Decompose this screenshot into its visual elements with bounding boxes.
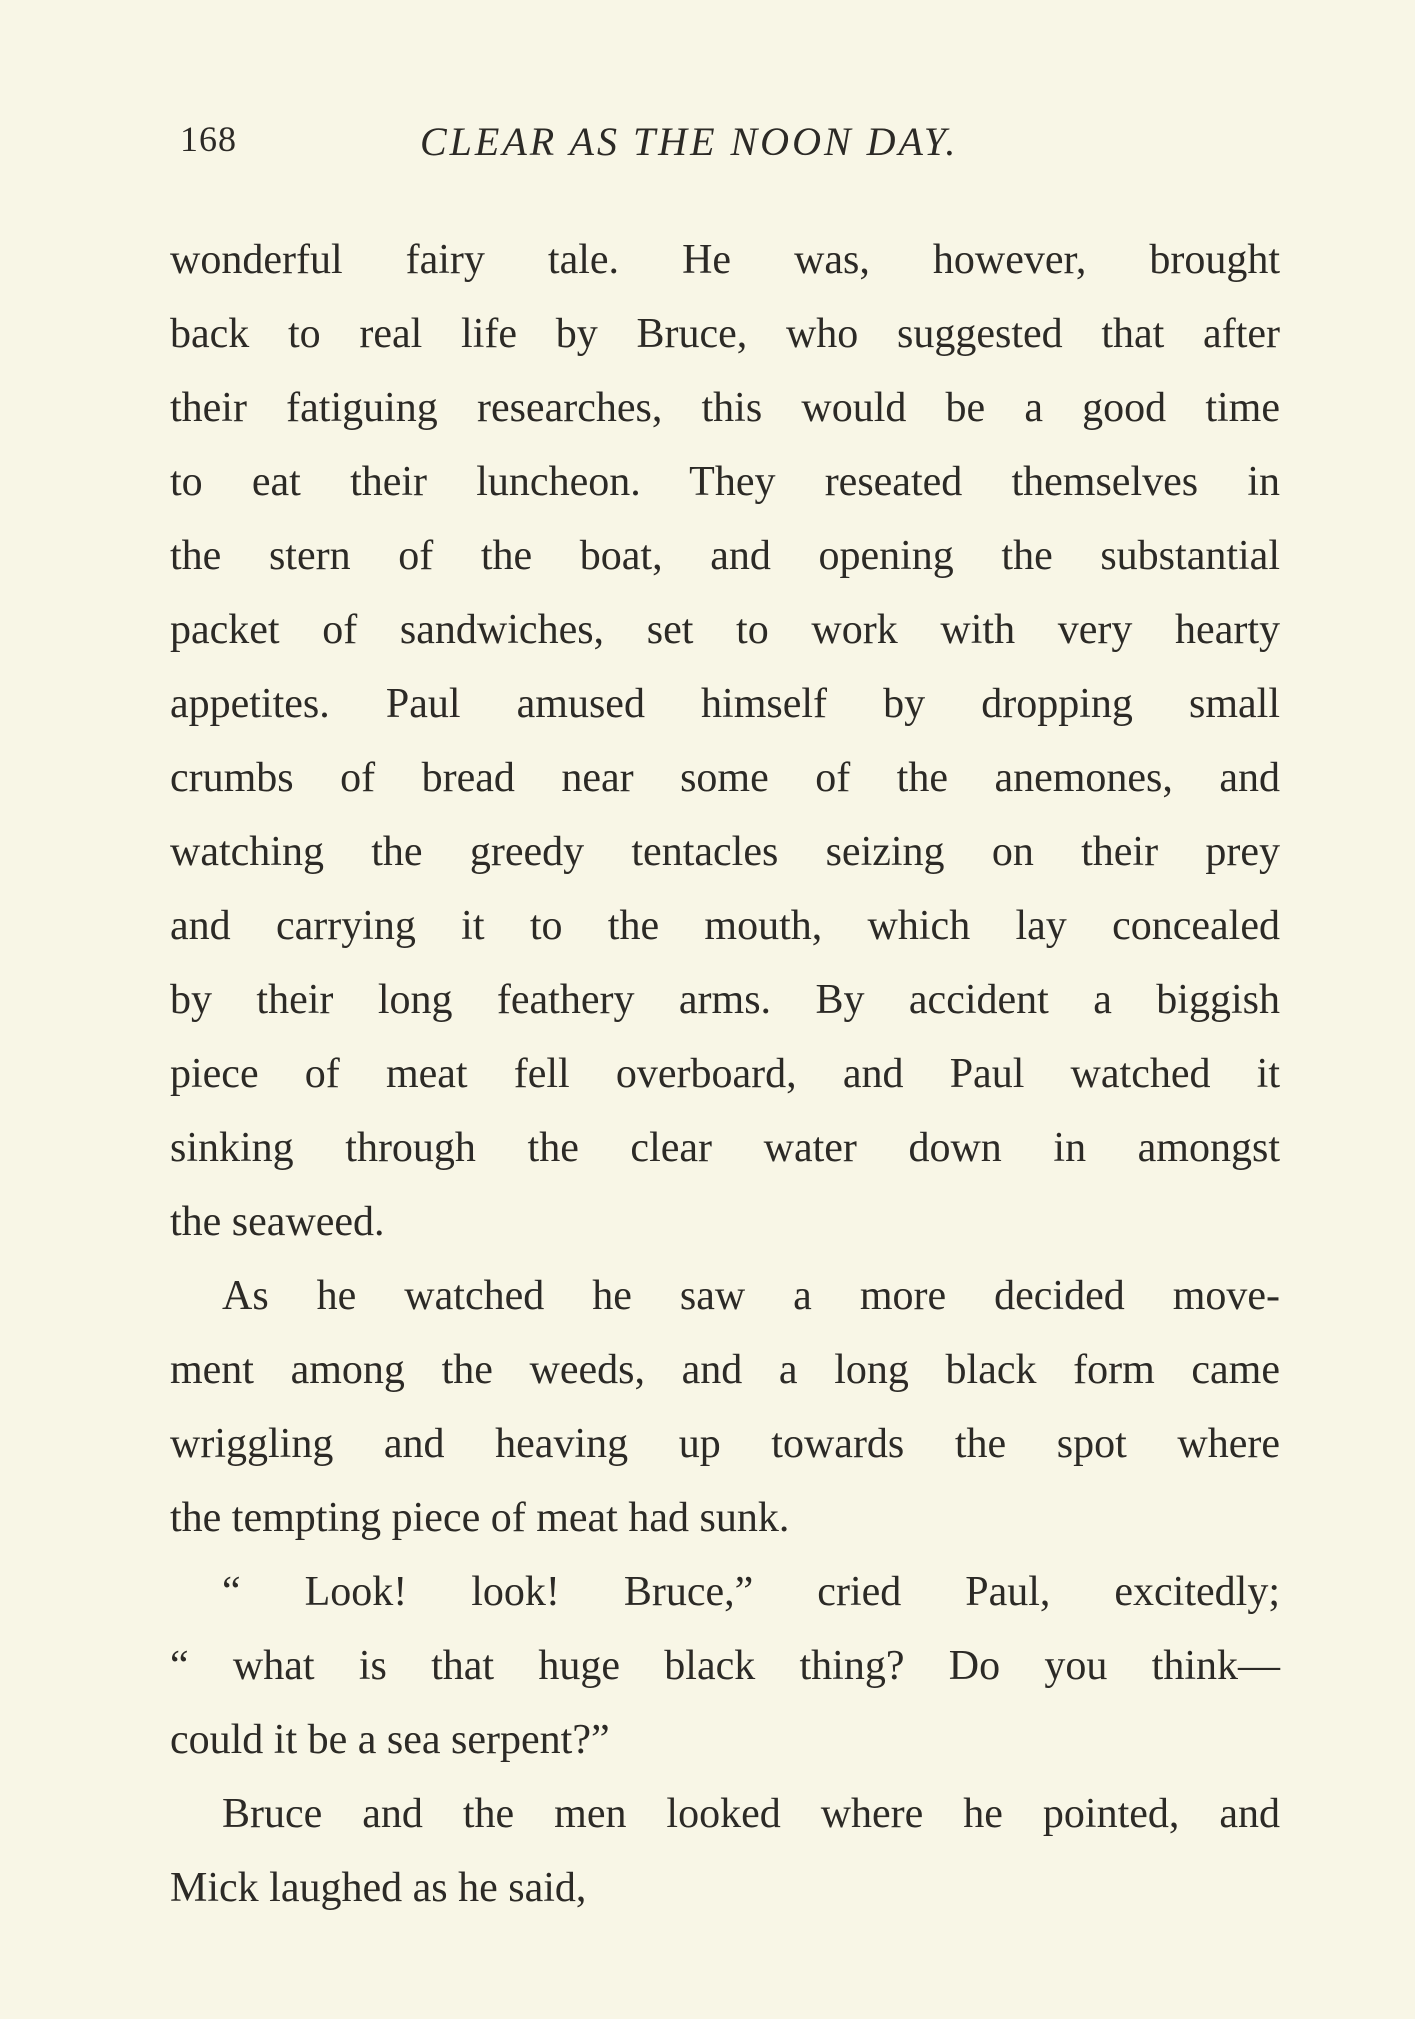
text-line: to eat their luncheon. They reseated themselves in [170,459,1280,505]
text-line: Mick laughed as he said, [170,1865,587,1911]
text-line: the tempting piece of meat had sunk. [170,1495,790,1541]
text-line: wonderful fairy tale. He was, however, brought [170,237,1280,283]
text-line: “ what is that huge black thing? Do you think— [170,1643,1280,1689]
text-line: back to real life by Bruce, who suggested that after [170,311,1280,357]
text-line: their fatiguing researches, this would be a good time [170,385,1280,431]
text-line: ment among the weeds, and a long black form came [170,1347,1280,1393]
running-head [170,118,1280,168]
paragraph [170,223,1280,1259]
text-line: appetites. Paul amused himself by dropping small [170,681,1280,727]
page-number: 168 [180,119,237,159]
text-line: watching the greedy tentacles seizing on their prey [170,829,1280,875]
text-line: the stern of the boat, and opening the substantial [170,533,1280,579]
text-line: As he watched he saw a more decided move- [222,1273,1280,1319]
text-line: Bruce and the men looked where he pointed, and [222,1791,1280,1837]
text-line: wriggling and heaving up towards the spot where [170,1421,1280,1467]
text-line: the seaweed. [170,1199,385,1245]
text-line: and carrying it to the mouth, which lay concealed [170,903,1280,949]
text-line: could it be a sea serpent?” [170,1717,610,1763]
text-line: packet of sandwiches, set to work with very hearty [170,607,1280,653]
paragraph [170,1555,1280,1777]
paragraph [170,1777,1280,1925]
text-line: crumbs of bread near some of the anemones, and [170,755,1280,801]
text-line: by their long feathery arms. By accident a biggish [170,977,1280,1023]
text-line: “ Look! look! Bruce,” cried Paul, excitedly; [222,1569,1280,1615]
text-line: sinking through the clear water down in amongst [170,1125,1280,1171]
text-line: piece of meat fell overboard, and Paul watched it [170,1051,1280,1097]
body-text [170,223,1280,1925]
running-title: CLEAR AS THE NOON DAY. [420,119,959,164]
paragraph [170,1259,1280,1555]
